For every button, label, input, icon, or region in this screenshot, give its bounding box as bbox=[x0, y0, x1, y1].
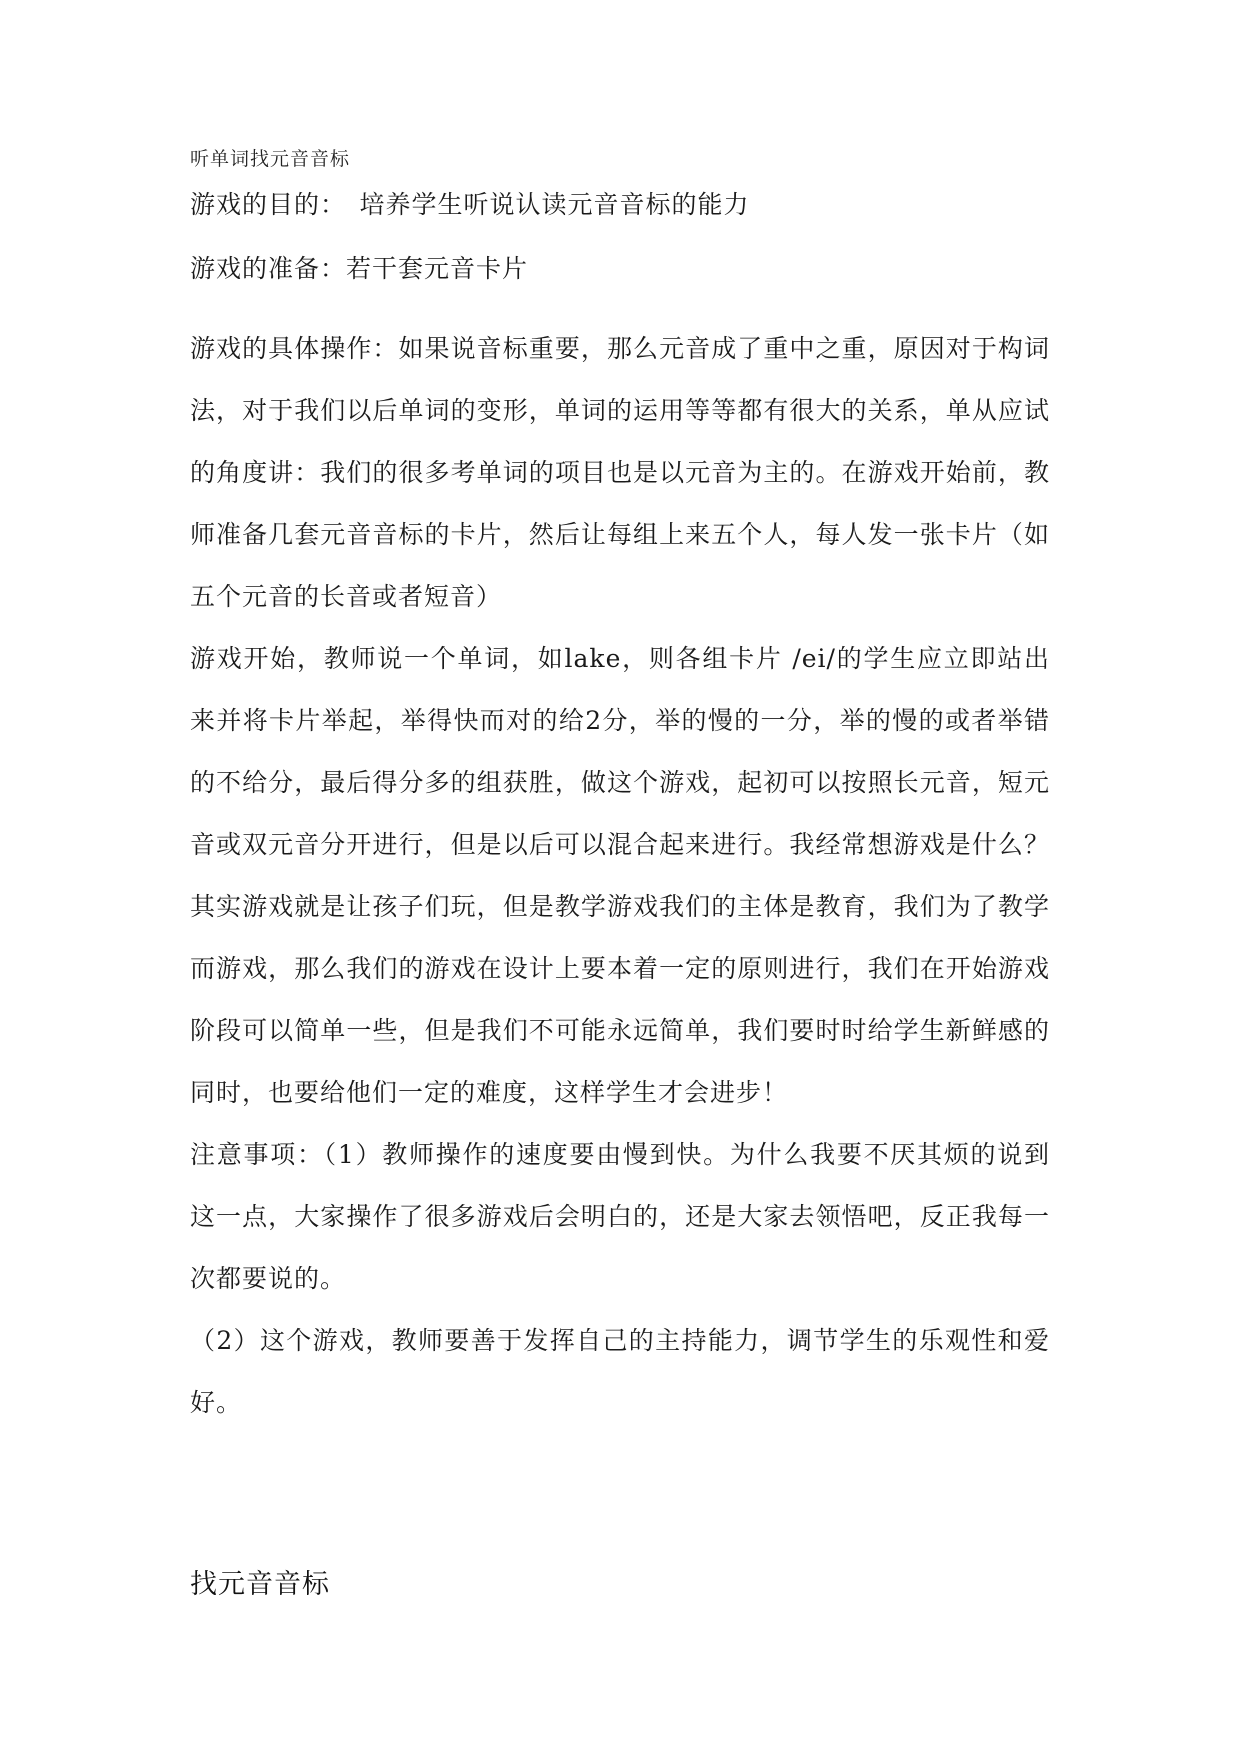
paragraph-procedure: 游戏的具体操作：如果说音标重要，那么元音成了重中之重，原因对于构词法，对于我们以后单词的变形，单词的运用等等都有很大的关系，单从应试的角度讲：我们的很多考单词的项目也是以元音为主的。在游戏开始前，教师准备几套元音音标的卡片，然后让每组上来五个人，每人发一张卡片（如五个元音的长音或者短音） bbox=[190, 334, 1050, 611]
paragraph-block bbox=[190, 318, 1050, 1434]
paragraph-notes: 注意事项：（1）教师操作的速度要由慢到快。为什么我要不厌其烦的说到这一点，大家操作了很多游戏后会明白的，还是大家去领悟吧，反正我每一次都要说的。 bbox=[190, 1140, 1050, 1293]
section-title: 找元音音标 bbox=[190, 1569, 330, 1600]
document-body bbox=[190, 146, 1050, 1434]
paragraph-note-2: （2）这个游戏，教师要善于发挥自己的主持能力，调节学生的乐观性和爱好。 bbox=[190, 1326, 1050, 1417]
game-preparation: 游戏的准备：若干套元音卡片 bbox=[190, 254, 529, 283]
game-purpose: 游戏的目的： 培养学生听说认读元音音标的能力 bbox=[190, 190, 750, 219]
paragraph-game-start: 游戏开始，教师说一个单词，如lake，则各组卡片 /ei/的学生应立即站出来并将卡片举起，举得快而对的给2分，举的慢的一分，举的慢的或者举错的不给分，最后得分多的组获胜，做这个游戏，起初可以按照长元音，短元音或双元音分开进行，但是以后可以混合起来进行。我经常想游戏是什么？其实游戏就是让孩子们玩，但是教学游戏我们的主体是教育，我们为了教学而游戏，那么我们的游戏在设计上要本着一定的原则进行，我们在开始游戏阶段可以简单一些，但是我们不可能永远简单，我们要时时给学生新鲜感的同时，也要给他们一定的难度，这样学生才会进步！ bbox=[190, 644, 1050, 1107]
document-header: 听单词找元音音标 bbox=[190, 148, 351, 170]
